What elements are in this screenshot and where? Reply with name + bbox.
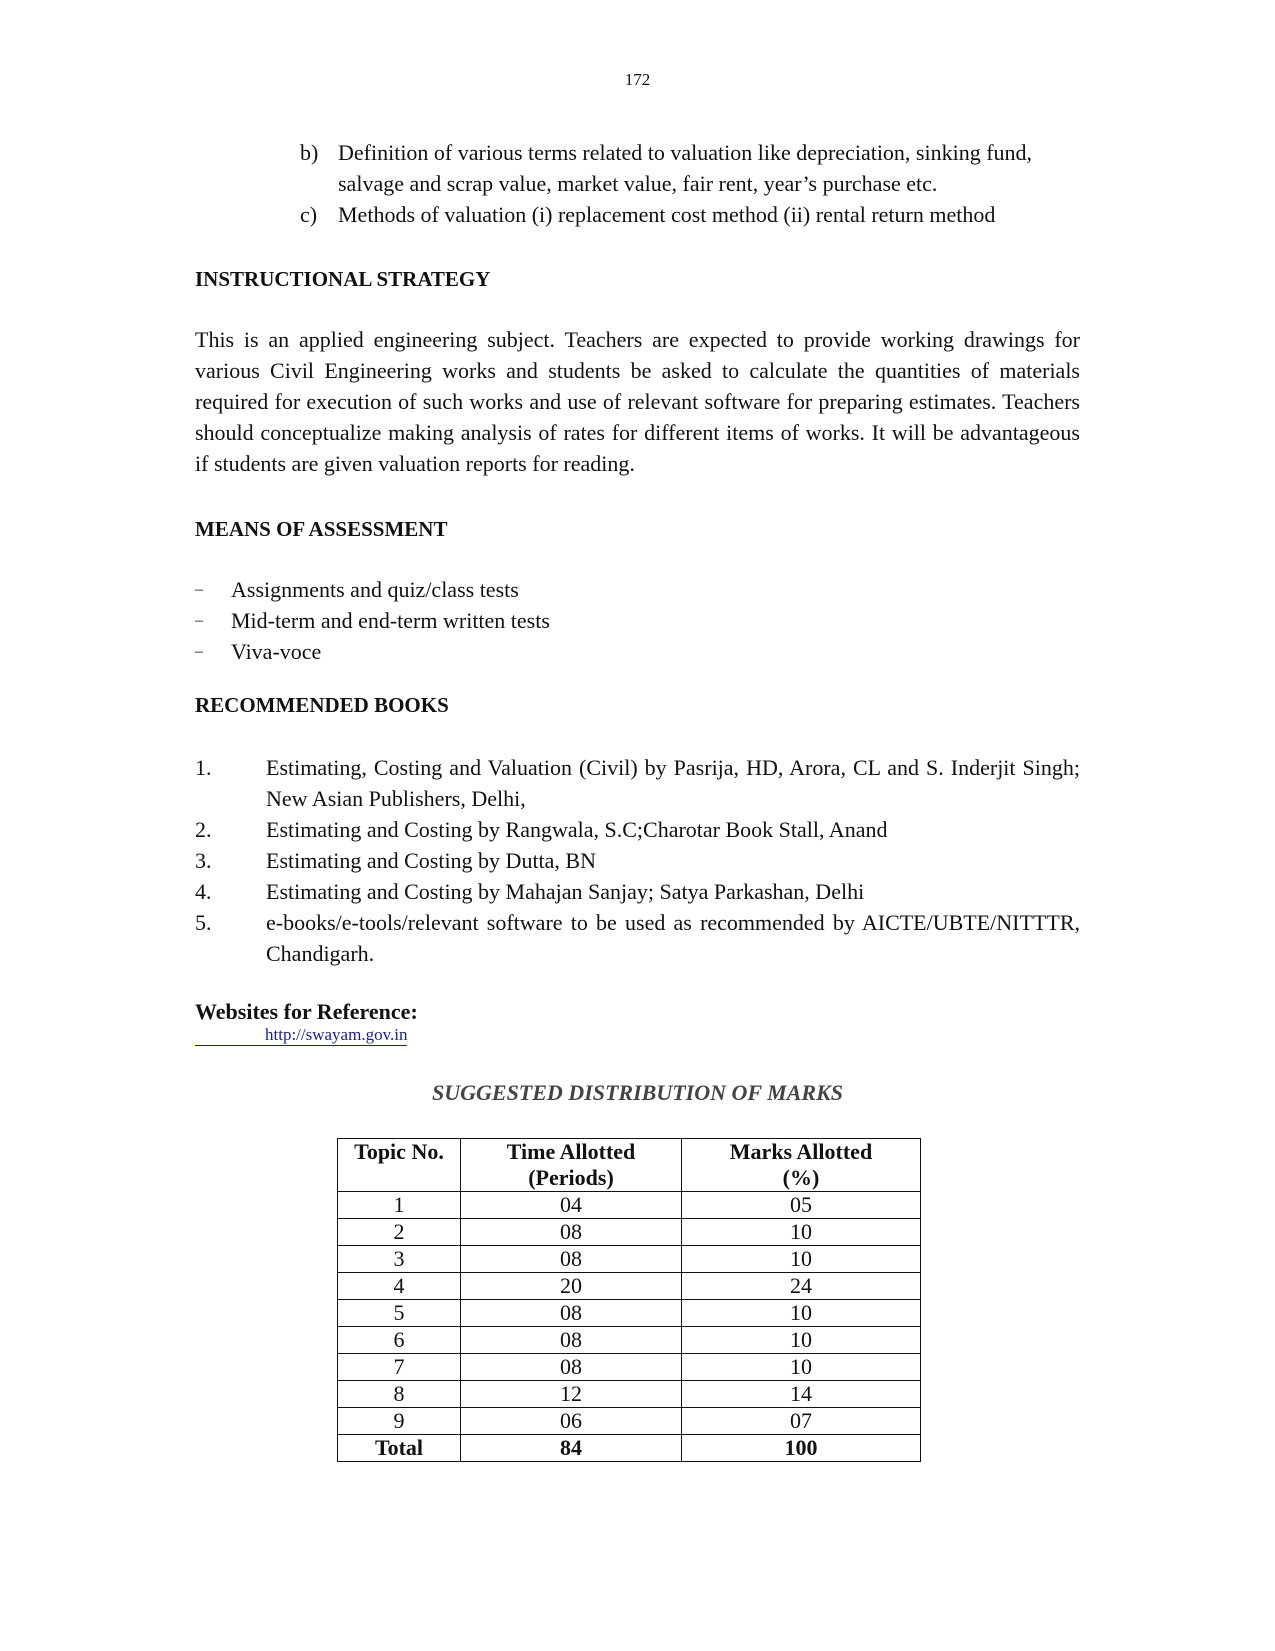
list-item [300,137,1080,199]
list-marker: b) [300,140,319,165]
means-of-assessment-heading: MEANS OF ASSESSMENT [195,517,448,541]
marks-cell: 14 [682,1381,921,1408]
list-number: 3. [195,848,212,873]
topic-cell: 7 [338,1354,461,1381]
dash-bullet: – [195,612,203,629]
valuation-topics-list [300,137,1080,230]
table-header-row [338,1139,921,1192]
dash-bullet: – [195,581,203,598]
time-cell: 12 [461,1381,682,1408]
marks-cell: 07 [682,1408,921,1435]
list-number: 2. [195,817,212,842]
list-item-text: Definition of various terms related to valuation like depreciation, sinking fund, salvage and scrap value, market value, fair rent, year’s purchase etc. [338,140,1033,196]
list-item-text: Estimating, Costing and Valuation (Civil) by Pasrija, HD, Arora, CL and S. Inderjit Singh; New Asian Publishers, Delhi, [266,755,1080,811]
time-cell: 08 [461,1246,682,1273]
table-total-row [338,1435,921,1462]
marks-cell: 10 [682,1246,921,1273]
list-item-text: Viva-voce [231,639,322,664]
time-cell: 08 [461,1300,682,1327]
time-cell: 04 [461,1192,682,1219]
instructional-strategy-heading: INSTRUCTIONAL STRATEGY [195,267,491,291]
topic-cell: 3 [338,1246,461,1273]
time-cell: 06 [461,1408,682,1435]
marks-cell: 10 [682,1300,921,1327]
list-number: 1. [195,755,212,780]
total-marks-cell: 100 [682,1435,921,1462]
marks-cell: 24 [682,1273,921,1300]
time-cell: 08 [461,1219,682,1246]
table-row [338,1381,921,1408]
list-number: 4. [195,879,212,904]
list-number: 5. [195,910,212,935]
list-item-text: Mid-term and end-term written tests [231,608,550,633]
total-time-cell: 84 [461,1435,682,1462]
list-item-text: Estimating and Costing by Dutta, BN [266,848,596,873]
time-cell: 08 [461,1354,682,1381]
table-row [338,1354,921,1381]
table-row [338,1273,921,1300]
list-item [195,907,1080,969]
assessment-list [195,574,550,667]
topic-cell: 1 [338,1192,461,1219]
list-item [300,199,1080,230]
table-row [338,1192,921,1219]
page-number: 172 [624,70,651,89]
marks-cell: 05 [682,1192,921,1219]
topic-cell: 9 [338,1408,461,1435]
dash-bullet: – [195,643,203,660]
marks-cell: 10 [682,1327,921,1354]
total-label-cell: Total [338,1435,461,1462]
swayam-link[interactable]: http://swayam.gov.in [195,1025,407,1046]
marks-distribution-table [337,1138,921,1462]
recommended-books-list [195,752,1080,969]
list-marker: c) [300,202,318,227]
topic-header: Topic No. [338,1139,461,1192]
time-cell: 20 [461,1273,682,1300]
list-item-text: Estimating and Costing by Rangwala, S.C;Charotar Book Stall, Anand [266,817,888,842]
time-header: Time Allotted (Periods) [461,1139,682,1192]
topic-cell: 8 [338,1381,461,1408]
list-item [195,636,550,667]
list-item [195,605,550,636]
topic-cell: 6 [338,1327,461,1354]
marks-cell: 10 [682,1354,921,1381]
table-row [338,1327,921,1354]
list-item-text: e-books/e-tools/relevant software to be used as recommended by AICTE/UBTE/NITTTR, Chandigarh. [266,910,1080,966]
list-item [195,845,1080,876]
list-item-text: Estimating and Costing by Mahajan Sanjay; Satya Parkashan, Delhi [266,879,865,904]
list-item [195,814,1080,845]
marks-cell: 10 [682,1219,921,1246]
websites-heading: Websites for Reference: [195,999,418,1024]
recommended-books-heading: RECOMMENDED BOOKS [195,693,449,717]
instructional-strategy-text: This is an applied engineering subject. Teachers are expected to provide working drawings for various Civil Engineering works and students be asked to calculate the quantities of materials required for execution of such works and use of relevant software for preparing estimates. Teachers should conceptualize making analysis of rates for different items of works. It will be advantageous if students are given valuation reports for reading. [195,327,1080,476]
topic-cell: 2 [338,1219,461,1246]
list-item [195,752,1080,814]
marks-header: Marks Allotted (%) [682,1139,921,1192]
time-cell: 08 [461,1327,682,1354]
table-row [338,1408,921,1435]
list-item [195,574,550,605]
table-row [338,1300,921,1327]
table-row [338,1246,921,1273]
list-item-text: Methods of valuation (i) replacement cost method (ii) rental return method [338,202,996,227]
marks-table-title: SUGGESTED DISTRIBUTION OF MARKS [432,1080,843,1105]
topic-cell: 5 [338,1300,461,1327]
list-item [195,876,1080,907]
table-row [338,1219,921,1246]
topic-cell: 4 [338,1273,461,1300]
list-item-text: Assignments and quiz/class tests [231,577,519,602]
